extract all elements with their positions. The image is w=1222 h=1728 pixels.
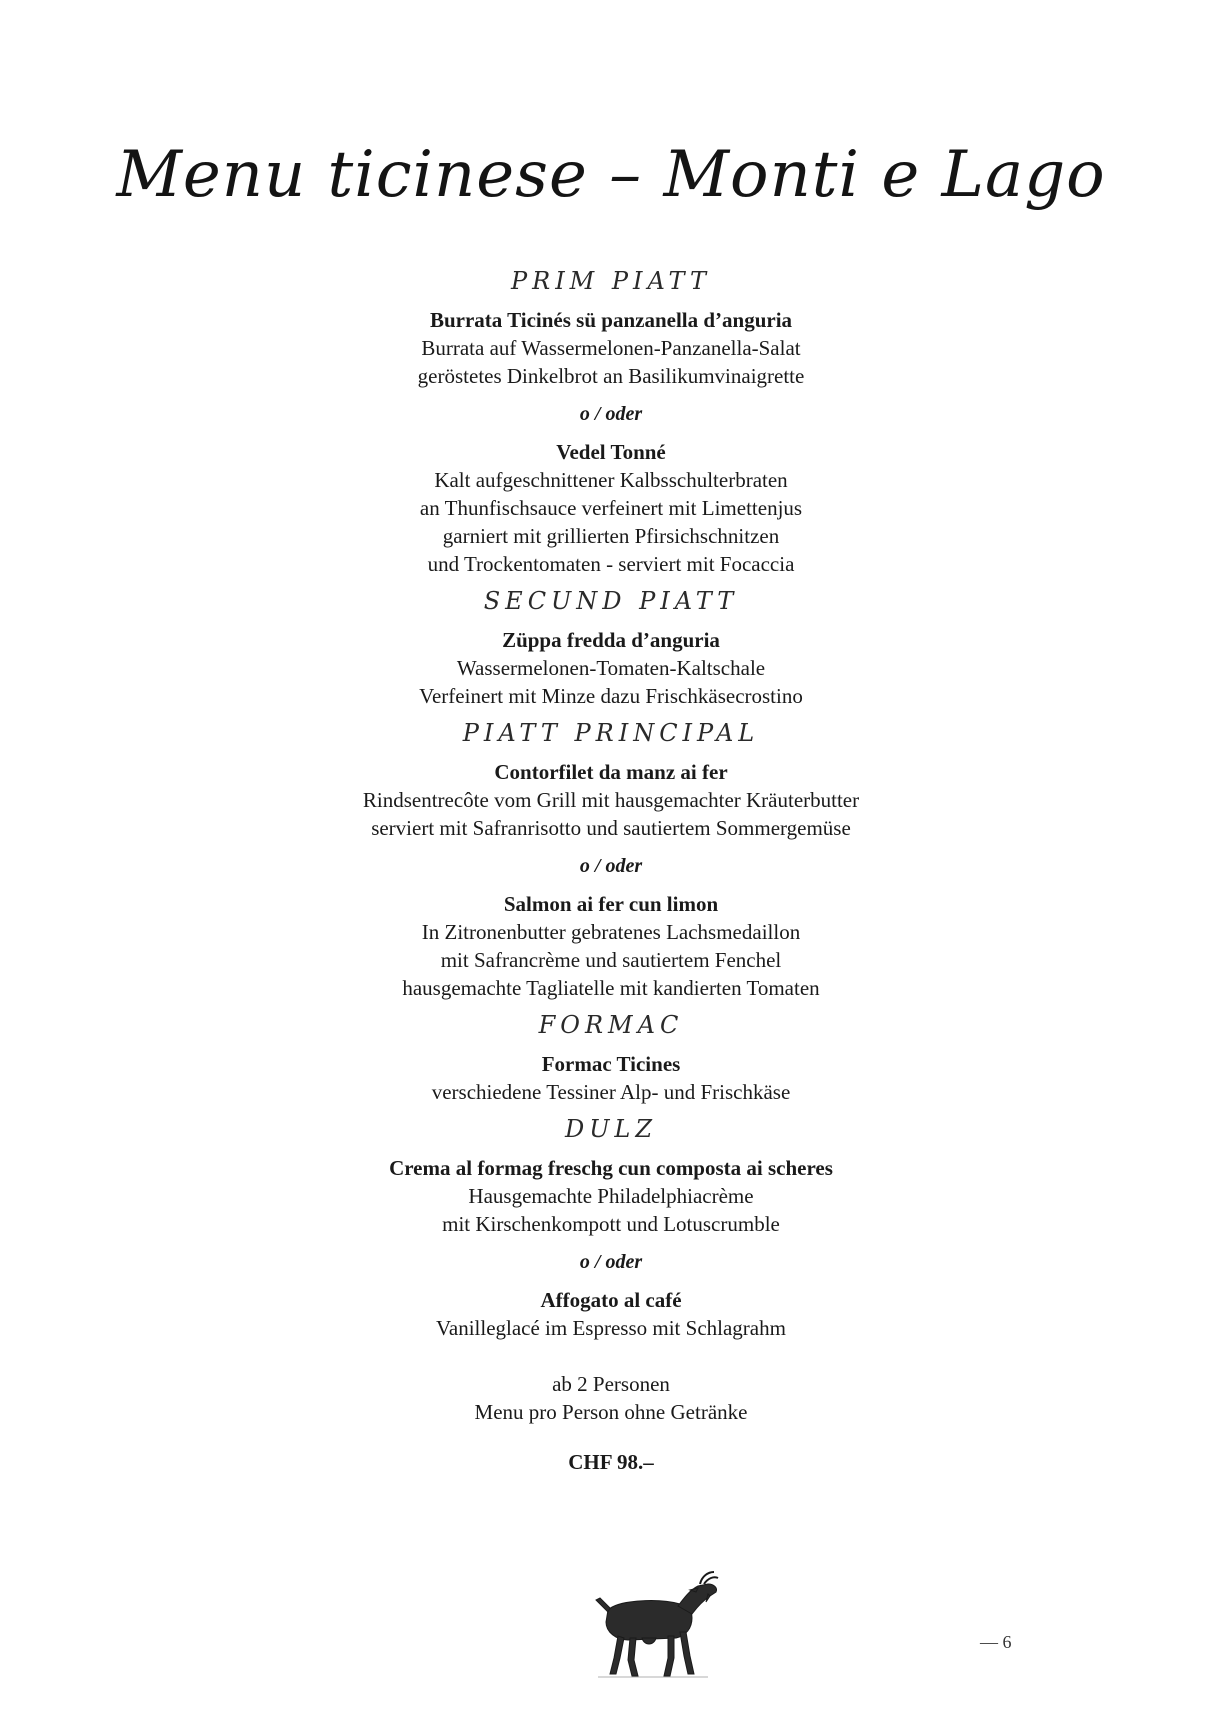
dish-name: Formac Ticines [541,1052,681,1076]
or-separator: o / oder [579,855,643,877]
dish-name: Crema al formag freschg cun composta ai scheres [389,1156,833,1180]
course-heading: DULZ [564,1115,658,1143]
dish [0,1050,1222,1106]
dish [0,890,1222,1002]
dish-name: Vedel Tonné [556,440,666,464]
dish-description: an Thunfischsauce verfeinert mit Limettenjus [419,496,803,520]
dish-description: mit Kirschenkompott und Lotuscrumble [442,1212,780,1236]
course-heading: SECUND PIATT [483,587,739,615]
dish-description: Burrata auf Wassermelonen-Panzanella-Salat [421,336,801,360]
dish-description: verschiedene Tessiner Alp- und Frischkäse [431,1080,791,1104]
dish-description: In Zitronenbutter gebratenes Lachsmedaillon [421,920,801,944]
dish-description: Rindsentrecôte vom Grill mit hausgemachter Kräuterbutter [362,788,860,812]
dish [0,438,1222,578]
dish-name: Züppa fredda d’anguria [502,628,720,652]
page-number: — 6 [980,1632,1012,1652]
goat-icon [588,1570,726,1680]
dish-description: serviert mit Safranrisotto und sautiertem Sommergemüse [371,816,851,840]
spacer [0,1342,1222,1370]
dish [0,306,1222,390]
or-separator: o / oder [579,1251,643,1273]
dish-description: Wassermelonen-Tomaten-Kaltschale [456,656,766,680]
dish-name: Affogato al café [540,1288,682,1312]
dish [0,626,1222,710]
course-heading: PRIM PIATT [510,267,711,295]
course-heading: PIATT PRINCIPAL [462,719,760,747]
dish-description: geröstetes Dinkelbrot an Basilikumvinaigrette [417,364,805,388]
dish-description: garniert mit grillierten Pfirsichschnitzen [442,524,780,548]
or-separator: o / oder [579,403,643,425]
dish [0,1286,1222,1342]
dish-description: Vanilleglacé im Espresso mit Schlagrahm [436,1316,786,1340]
dish-description: Verfeinert mit Minze dazu Frischkäsecrostino [419,684,803,708]
dish [0,758,1222,842]
menu-body [0,258,1222,1476]
dish-name: Salmon ai fer cun limon [503,892,719,916]
footer-note: Menu pro Person ohne Getränke [474,1400,748,1424]
menu-title: Menu ticinese – Monti e Lago [116,138,1106,212]
dish-description: Kalt aufgeschnittener Kalbsschulterbraten [434,468,788,492]
dish-description: und Trockentomaten - serviert mit Focaccia [427,552,795,576]
dish-name: Contorfilet da manz ai fer [494,760,728,784]
dish-description: hausgemachte Tagliatelle mit kandierten Tomaten [402,976,820,1000]
course-heading: FORMAC [538,1011,684,1039]
menu-price: CHF 98.– [568,1450,654,1474]
dish-name: Burrata Ticinés sü panzanella d’anguria [429,308,793,332]
footer-note: ab 2 Personen [552,1372,670,1396]
dish-description: mit Safrancrème und sautiertem Fenchel [440,948,782,972]
dish-description: Hausgemachte Philadelphiacrème [468,1184,754,1208]
dish [0,1154,1222,1238]
